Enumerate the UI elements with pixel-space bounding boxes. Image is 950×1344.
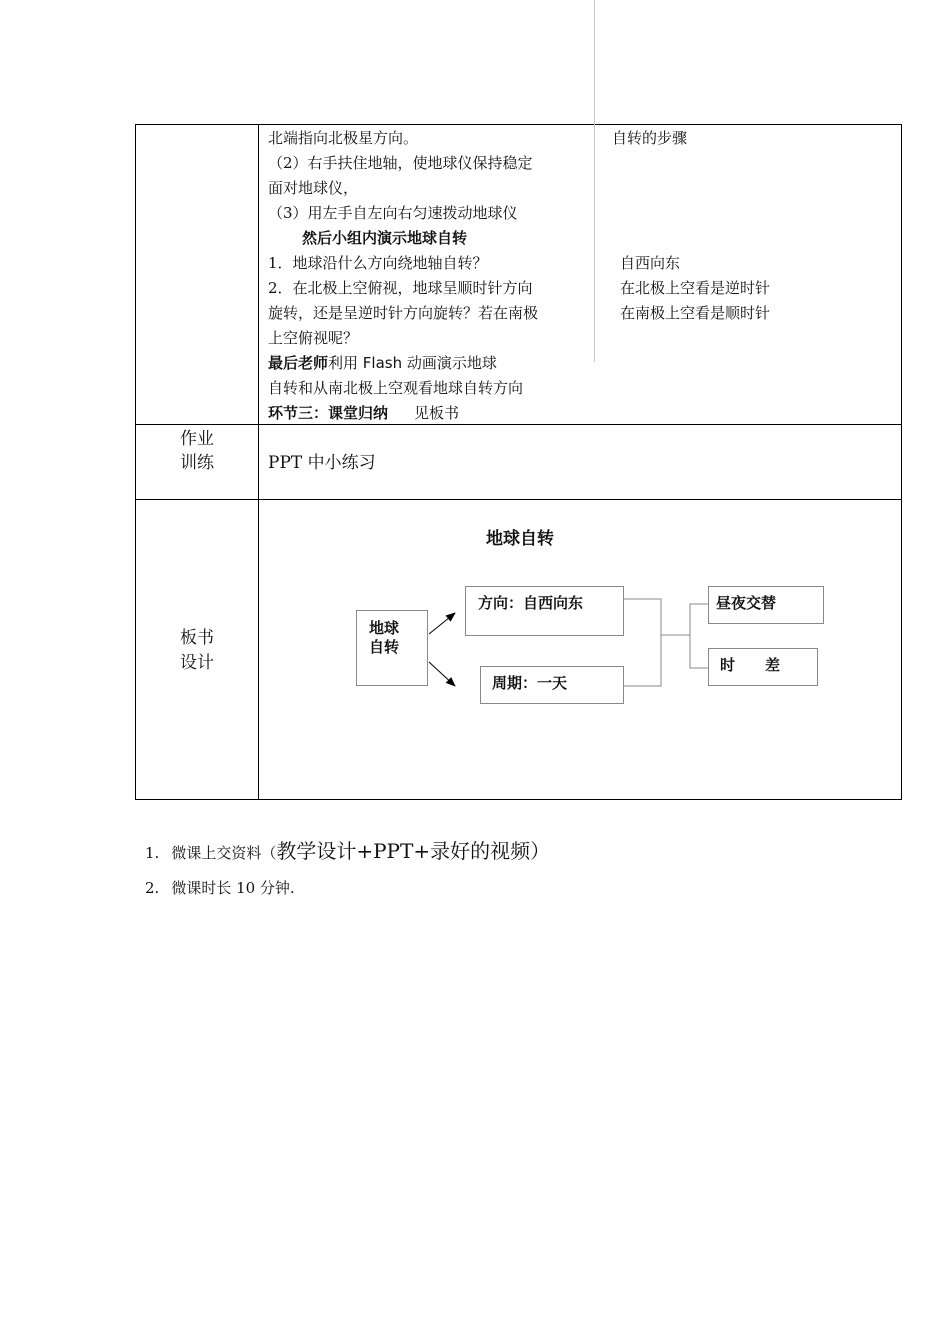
answer-line: 在南极上空看是顺时针	[620, 304, 771, 322]
center-label-line1: 地球	[369, 619, 400, 637]
group-demo-heading: 然后小组内演示地球自转	[302, 229, 468, 247]
arrow-to-period	[429, 662, 455, 686]
board-label-line2: 设计	[180, 653, 214, 673]
step-line: （2）右手扶住地轴，使地球仪保持稳定	[268, 154, 533, 172]
step-line: 北端指向北极星方向。	[268, 129, 419, 147]
note-prefix: 微课上交资料（	[171, 844, 277, 862]
inner-column-guide	[594, 0, 595, 362]
homework-label-line1: 作业	[180, 429, 214, 449]
board-label-line1: 板书	[180, 628, 214, 648]
table-bottom-border	[135, 799, 902, 800]
arrow-to-direction	[429, 613, 455, 634]
note-main: 教学设计+PPT+录好的视频）	[276, 839, 551, 863]
table-row-divider	[135, 424, 902, 425]
table-row-divider	[135, 499, 902, 500]
section3-heading: 环节三：课堂归纳	[268, 404, 389, 422]
board-title: 地球自转	[486, 529, 554, 549]
answer-line: 自西向东	[620, 254, 681, 272]
table-right-border	[901, 124, 902, 800]
direction-label: 方向：自西向东	[478, 594, 584, 612]
question-line: 上空俯视呢？	[268, 329, 359, 347]
result2-label: 时 差	[720, 656, 781, 674]
teacher-bold-text: 最后老师	[268, 354, 329, 372]
section3-note: 见板书	[414, 404, 460, 422]
homework-label-line2: 训练	[180, 453, 214, 473]
note-number: 1.	[145, 844, 160, 862]
steps-right-header: 自转的步骤	[612, 129, 688, 147]
step-line: 面对地球仪，	[268, 179, 359, 197]
teacher-rest-text: 利用 Flash 动画演示地球	[328, 354, 497, 372]
bracket-right	[690, 604, 708, 668]
step-line: （3）用左手自左向右匀速拨动地球仪	[268, 204, 518, 222]
question-line: 1．地球沿什么方向绕地轴自转？	[268, 254, 488, 272]
answer-line: 在北极上空看是逆时针	[620, 279, 771, 297]
table-column-divider	[258, 124, 259, 800]
note-item-1	[145, 840, 550, 864]
center-label-line2: 自转	[369, 638, 400, 656]
note-number: 2.	[145, 879, 160, 897]
bracket-left	[624, 599, 690, 686]
result1-label: 昼夜交替	[716, 594, 777, 612]
homework-content: PPT 中小练习	[268, 453, 376, 473]
teacher-line	[268, 351, 497, 376]
question-line: 2．在北极上空俯视，地球呈顺时针方向	[268, 279, 533, 297]
section3-line	[268, 401, 459, 426]
question-line: 旋转，还是呈逆时针方向旋转？若在南极	[268, 304, 539, 322]
teacher-line-2: 自转和从南北极上空观看地球自转方向	[268, 379, 524, 397]
table-top-border	[135, 124, 902, 125]
note-text: 微课时长 10 分钟.	[171, 879, 295, 897]
period-label: 周期：一天	[492, 674, 568, 692]
note-item-2	[145, 877, 295, 899]
